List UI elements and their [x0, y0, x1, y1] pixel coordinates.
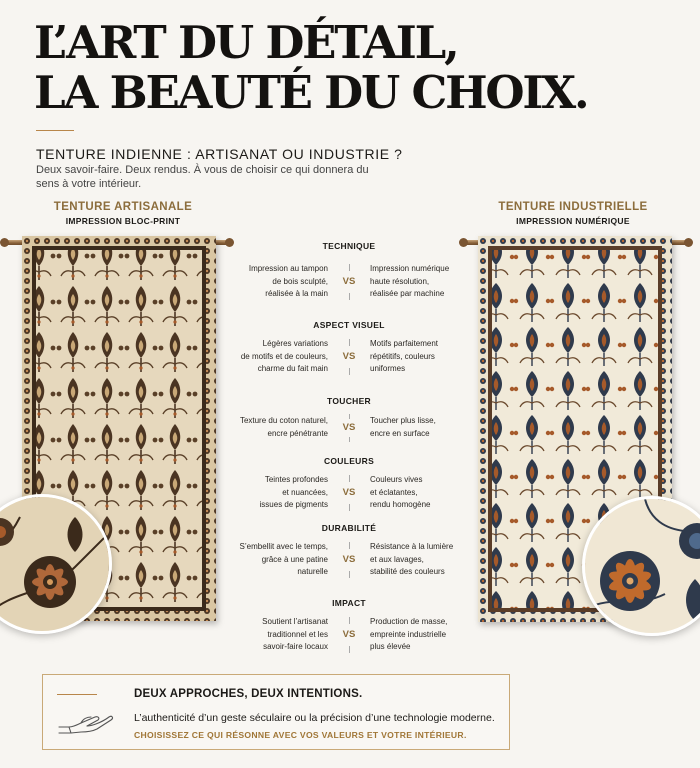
comparison-title: TOUCHER	[327, 396, 371, 406]
comparison-block	[236, 396, 462, 442]
footer-body: L’authenticité d’un geste séculaire ou la précision d’une technologie moderne.	[134, 712, 495, 724]
comparison-text: Impression au tampon	[248, 264, 328, 273]
comparison-text: Couleurs vives	[370, 475, 423, 484]
comparison-text: issues de pigments	[259, 500, 328, 510]
comparison-vs	[328, 617, 370, 653]
page-headline	[34, 18, 674, 118]
comparison-text: stabilité des couleurs	[370, 567, 445, 577]
comparison-right	[370, 616, 462, 654]
comparison-text: Texture du coton naturel,	[239, 416, 328, 426]
comparison-text: plus élevée	[370, 642, 411, 652]
vs-label: VS	[342, 350, 356, 362]
industrial-subtitle: IMPRESSION NUMÉRIQUE	[516, 216, 630, 226]
comparison-right	[370, 338, 462, 376]
comparison-row	[236, 616, 462, 654]
comparison-text: savoir-faire locaux	[263, 642, 328, 652]
comparison-text: empreinte industrielle	[370, 629, 447, 639]
header-divider	[36, 130, 74, 131]
artisanal-subtitle: IMPRESSION BLOC-PRINT	[65, 216, 181, 226]
comparison-left	[236, 415, 328, 440]
comparison-right	[370, 415, 462, 440]
comparison-row	[236, 474, 462, 512]
comparison-block	[236, 456, 462, 512]
comparison-text: répétitifs, couleurs	[370, 351, 435, 361]
comparison-text: et nuancées,	[282, 487, 328, 497]
comparison-left	[236, 263, 328, 301]
comparison-text: traditionnel et les	[267, 629, 328, 639]
comparison-text: naturelle	[297, 567, 328, 577]
comparison-title: ASPECT VISUEL	[313, 320, 385, 330]
comparison-vs	[328, 475, 370, 511]
comparison-text: Production de masse,	[370, 617, 448, 626]
comparison-row	[236, 541, 462, 579]
footer-callout	[42, 674, 510, 750]
comparison-text: S’embellit avec le temps,	[239, 542, 328, 551]
rod-end	[684, 238, 693, 247]
headline-line-2: LA BEAUTÉ DU CHOIX.	[34, 66, 588, 119]
comparison-vs	[328, 542, 370, 578]
footer-title: DEUX APPROCHES, DEUX INTENTIONS.	[134, 688, 363, 700]
comparison-text: Motifs parfaitement	[370, 339, 439, 348]
comparison-vs	[328, 264, 370, 300]
comparison-block	[236, 241, 462, 301]
comparison-text: Impression numérique	[370, 264, 450, 273]
comparison-row	[236, 338, 462, 376]
comparison-row	[236, 263, 462, 301]
comparison-text: rendu homogène	[370, 500, 431, 510]
artisanal-title: TENTURE ARTISANALE	[53, 201, 193, 213]
comparison-left	[236, 616, 328, 654]
vs-label: VS	[342, 275, 356, 287]
comparison-vs	[328, 414, 370, 442]
comparison-block	[236, 598, 462, 654]
comparison-title: TECHNIQUE	[322, 241, 376, 251]
comparison-left	[236, 541, 328, 579]
comparison-text: uniformes	[370, 364, 406, 374]
vs-label: VS	[342, 486, 356, 498]
artisanal-heading	[28, 201, 218, 226]
comparison-vs	[328, 339, 370, 375]
comparison-left	[236, 338, 328, 376]
vs-label: VS	[342, 628, 356, 640]
comparison-text: Toucher plus lisse,	[370, 416, 436, 426]
comparison-title: COULEURS	[323, 456, 375, 466]
comparison-right	[370, 541, 462, 579]
comparison-right	[370, 474, 462, 512]
industrial-title: TENTURE INDUSTRIELLE	[498, 201, 648, 213]
industrial-heading	[478, 201, 668, 226]
comparison-text: haute résolution,	[370, 276, 430, 286]
comparison-text: encre en surface	[370, 429, 430, 438]
comparison-text: et aux lavages,	[370, 554, 424, 564]
comparison-title: DURABILITÉ	[321, 523, 377, 533]
comparison-row	[236, 414, 462, 442]
comparison-text: et éclatantes,	[370, 487, 418, 497]
comparison-text: de motifs et de couleurs,	[240, 351, 328, 361]
comparison-text: Soutient l’artisanat	[262, 617, 328, 626]
page-subtitle: TENTURE INDIENNE : ARTISANAT OU INDUSTRIE ?	[36, 146, 403, 162]
comparison-right	[370, 263, 462, 301]
comparison-text: Légères variations	[262, 339, 328, 348]
vs-label: VS	[342, 553, 356, 565]
comparison-block	[236, 523, 462, 579]
comparison-block	[236, 320, 462, 376]
comparison-text: grâce à une patine	[261, 554, 328, 564]
intro-text: Deux savoir-faire. Deux rendus. À vous de choisir ce qui donnera du sens à votre intérieur.	[36, 164, 369, 190]
footer-divider	[57, 694, 97, 695]
comparison-text: charme du fait main	[257, 364, 328, 374]
comparison-text: de bois sculpté,	[272, 276, 328, 286]
hand-icon	[57, 705, 115, 739]
comparison-text: encre pénétrante	[267, 429, 328, 438]
comparison-text: Résistance à la lumière	[370, 542, 454, 551]
comparison-title: IMPACT	[332, 598, 366, 608]
comparison-text: Teintes profondes	[264, 475, 328, 484]
comparison-text: réalisée par machine	[370, 289, 445, 299]
comparison-text: réalisée à la main	[265, 289, 328, 299]
footer-cta: CHOISISSEZ CE QUI RÉSONNE AVEC VOS VALEURS ET VOTRE INTÉRIEUR.	[134, 730, 467, 740]
rod-end	[0, 238, 9, 247]
headline-line-1: L’ART DU DÉTAIL,	[34, 16, 458, 69]
vs-label: VS	[342, 422, 356, 433]
comparison-left	[236, 474, 328, 512]
rod-end	[225, 238, 234, 247]
